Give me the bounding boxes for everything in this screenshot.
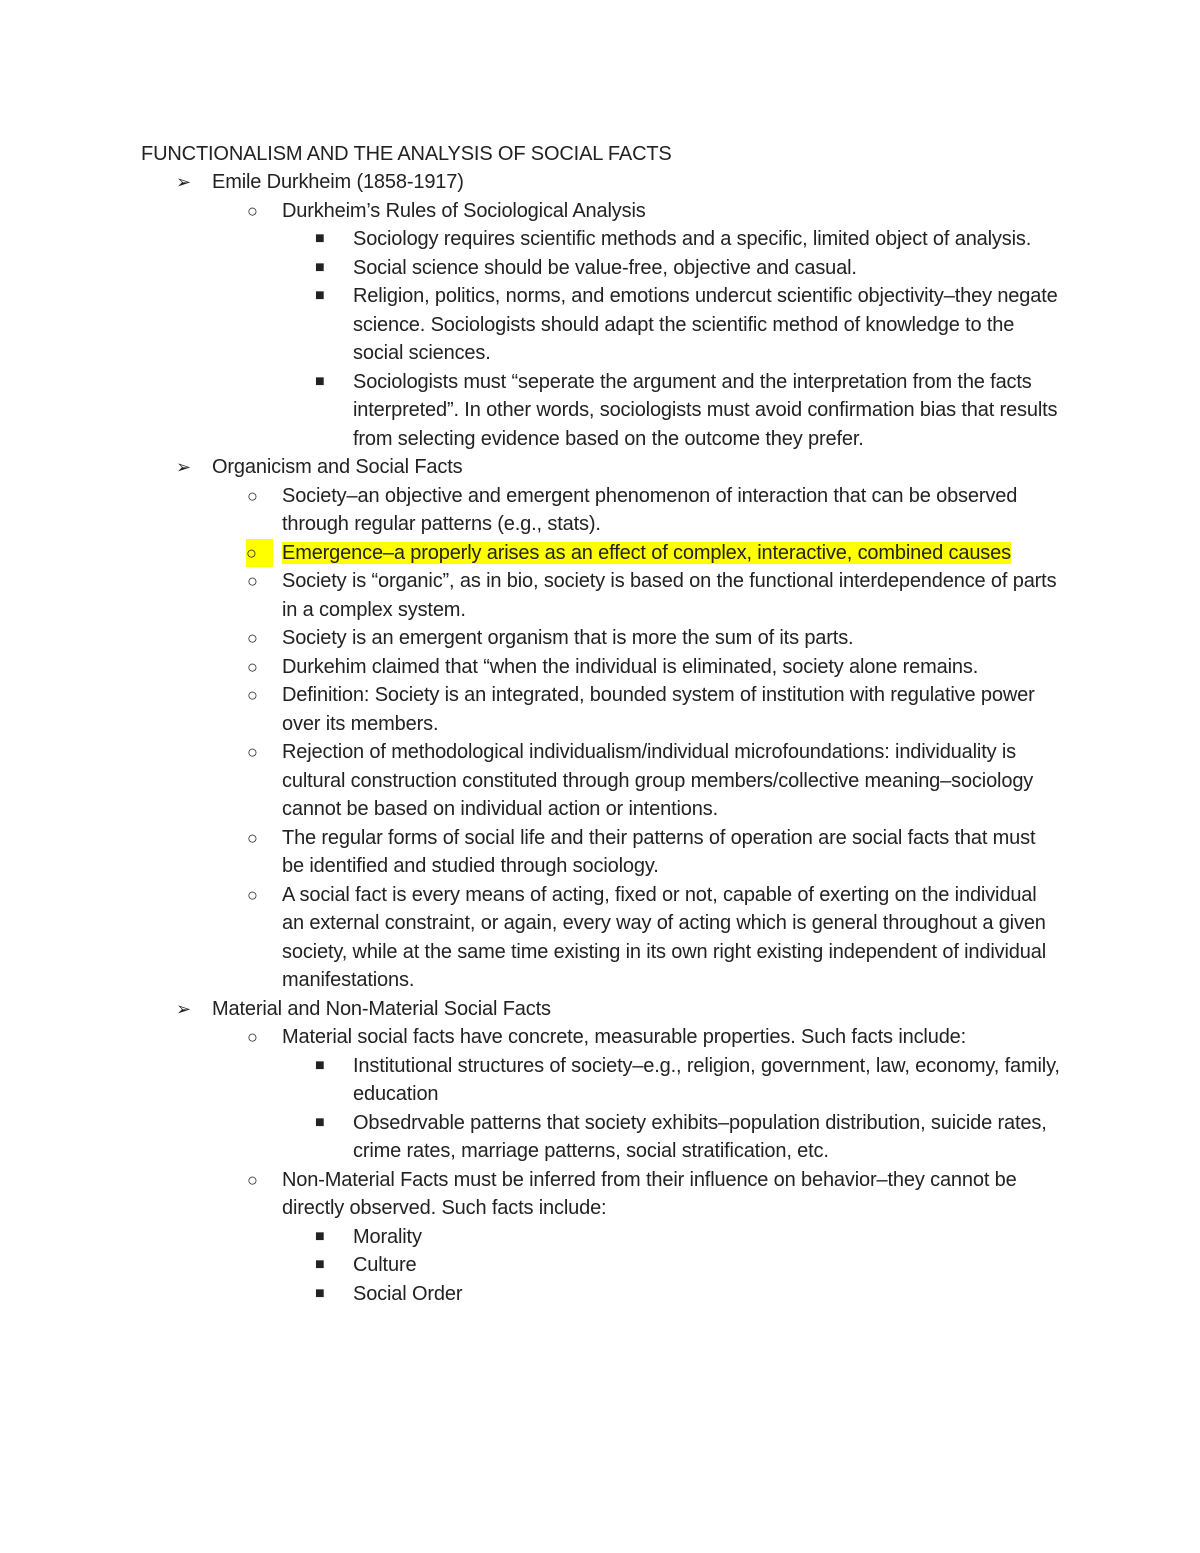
square-bullet-icon: ■ — [315, 1227, 325, 1245]
list-item-text: Institutional structures of society–e.g., religion, government, law, economy, family, education — [353, 1054, 1060, 1105]
circle-bullet-icon: ○ — [247, 1027, 258, 1047]
list-item — [0, 881, 1062, 995]
highlighted-text: Emergence–a properly arises as an effect of complex, interactive, combined causes — [282, 541, 1011, 564]
square-bullet-icon: ■ — [315, 1256, 325, 1273]
list-item — [0, 624, 1062, 653]
list-item — [0, 225, 1063, 254]
square-bullet-icon: ■ — [315, 287, 325, 304]
list-item-text: Society is “organic”, as in bio, society is based on the functional interdependence of parts in a complex system. — [282, 570, 1057, 621]
square-bullet-icon: ■ — [315, 372, 325, 390]
list-item — [0, 368, 1063, 454]
circle-bullet-icon: ○ — [246, 539, 273, 568]
square-bullet-icon: ■ — [315, 1284, 325, 1302]
list-item-text: Sociology requires scientific methods and a specific, limited object of analysis. — [353, 228, 1032, 250]
section-heading — [0, 995, 1072, 1024]
circle-bullet-icon: ○ — [247, 656, 258, 677]
list-item — [0, 1223, 1063, 1252]
circle-bullet-icon: ○ — [247, 485, 258, 506]
list-item — [0, 1109, 1063, 1166]
section-heading — [0, 453, 1072, 482]
list-item — [0, 1251, 1063, 1280]
list-item — [0, 1166, 1062, 1223]
list-item-text: Social science should be value-free, objective and casual. — [353, 256, 857, 279]
list-item — [0, 1280, 1063, 1309]
section-heading-text: Material and Non-Material Social Facts — [212, 997, 551, 1020]
list-item-text: Non-Material Facts must be inferred from their influence on behavior–they cannot be directly observed. Such facts include: — [282, 1168, 1017, 1219]
list-item — [0, 482, 1062, 539]
section-heading-text: Emile Durkheim (1858-1917) — [212, 171, 464, 193]
section-heading-text: Organicism and Social Facts — [212, 456, 463, 478]
list-item — [0, 567, 1062, 624]
list-item-text: Society is an emergent organism that is more the sum of its parts. — [282, 627, 854, 649]
list-item — [0, 1023, 1062, 1052]
arrow-bullet-icon: ➢ — [176, 998, 191, 1019]
circle-bullet-icon: ○ — [247, 685, 258, 705]
highlighted-list-item — [0, 539, 1062, 568]
list-item-text: Obsedrvable patterns that society exhibits–population distribution, suicide rates, crime rates, marriage patterns, social stratification, etc. — [353, 1111, 1047, 1162]
list-item-text: Society–an objective and emergent phenomenon of interaction that can be observed through regular patterns (e.g., stats). — [282, 484, 1018, 535]
circle-bullet-icon: ○ — [247, 571, 258, 591]
list-item — [0, 282, 1063, 368]
list-item-text: Durkheim’s Rules of Sociological Analysis — [282, 199, 646, 222]
list-item — [0, 681, 1062, 738]
list-item-text: A social fact is every means of acting, fixed or not, capable of exerting on the individual an external constraint, or again, every way of acting which is general throughout a given society, while at the same time existing in its own right existing independent of individual manifestations. — [282, 883, 1047, 991]
arrow-bullet-icon: ➢ — [176, 172, 191, 192]
list-item — [0, 738, 1062, 824]
circle-bullet-icon: ○ — [247, 1169, 258, 1190]
list-item — [0, 197, 1062, 226]
circle-bullet-icon: ○ — [247, 827, 258, 848]
list-item — [0, 653, 1062, 682]
circle-bullet-icon: ○ — [247, 200, 258, 221]
list-item — [0, 824, 1062, 881]
list-item-text: Culture — [353, 1254, 417, 1276]
square-bullet-icon: ■ — [315, 1113, 325, 1131]
list-item-text: Religion, politics, norms, and emotions undercut scientific objectivity–they negate science. Sociologists should adapt the scientific method of knowledge to the social sciences. — [353, 285, 1058, 364]
circle-bullet-icon: ○ — [247, 628, 258, 648]
list-item-text: Material social facts have concrete, measurable properties. Such facts include: — [282, 1026, 967, 1048]
square-bullet-icon: ■ — [315, 1056, 325, 1074]
square-bullet-icon: ■ — [315, 258, 325, 276]
outline-list — [0, 168, 1200, 1308]
section-heading — [0, 168, 1072, 197]
circle-bullet-icon: ○ — [247, 884, 258, 905]
list-item — [0, 254, 1063, 283]
list-item-text: Morality — [353, 1225, 422, 1248]
circle-bullet-icon: ○ — [247, 742, 258, 762]
document-title: FUNCTIONALISM AND THE ANALYSIS OF SOCIAL FACTS — [141, 143, 672, 165]
square-bullet-icon: ■ — [315, 230, 325, 247]
list-item-text: Sociologists must “seperate the argument and the interpretation from the facts interpreted”. In other words, sociologists must avoid confirmation bias that results from selecting evidence based on the outcome they prefer. — [353, 370, 1058, 450]
arrow-bullet-icon: ➢ — [176, 457, 191, 477]
list-item-text: Durkehim claimed that “when the individual is eliminated, society alone remains. — [282, 655, 979, 678]
list-item — [0, 1052, 1063, 1109]
list-item-text: Rejection of methodological individualism/individual microfoundations: individuality is cultural construction constituted through group members/collective meaning–sociology cannot be based on individual action or intentions. — [282, 741, 1034, 820]
list-item-text: The regular forms of social life and their patterns of operation are social facts that must be identified and studied through sociology. — [282, 826, 1036, 877]
list-item-text: Social Order — [353, 1282, 463, 1305]
list-item-text: Definition: Society is an integrated, bounded system of institution with regulative power over its members. — [282, 684, 1035, 735]
